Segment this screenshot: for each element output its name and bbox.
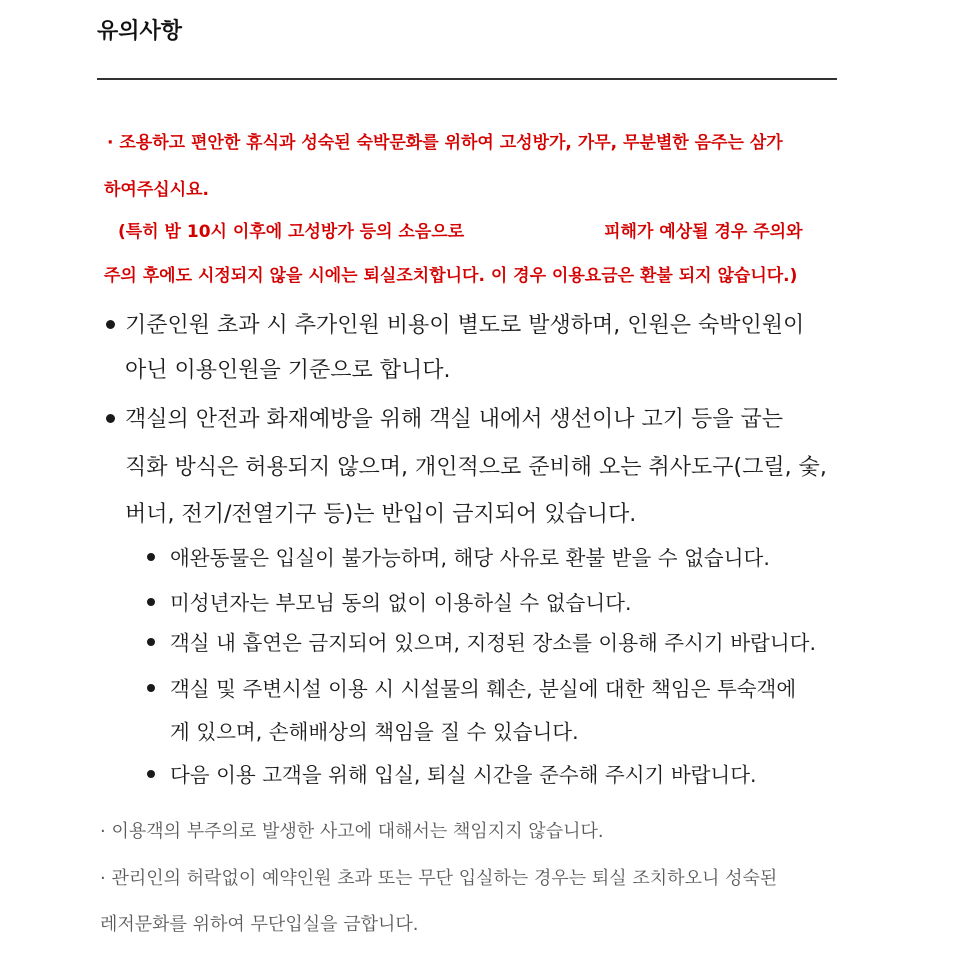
red-notice-line-2: 하여주십시요.: [104, 180, 209, 200]
bullet-icon: [106, 320, 115, 329]
bullet-icon: [147, 684, 155, 692]
sub-rule-1: 애완동물은 입실이 불가능하며, 해당 사유로 환불 받을 수 없습니다.: [170, 546, 770, 570]
sub-rule-3: 객실 내 흡연은 금지되어 있으며, 지정된 장소를 이용해 주시기 바랍니다.: [170, 631, 816, 655]
red-notice-line-1: · 조용하고 편안한 휴식과 성숙된 숙박문화를 위하여 고성방가, 가무, 무분별한 음주는 삼가: [107, 133, 783, 153]
bullet-icon: [106, 414, 115, 423]
red-notice-line-4: 주의 후에도 시정되지 않을 시에는 퇴실조치합니다. 이 경우 이용요금은 환불 되지 않습니다.): [104, 266, 798, 286]
rule-2-line-2: 직화 방식은 허용되지 않으며, 개인적으로 준비해 오는 취사도구(그릴, 숯,: [125, 455, 827, 480]
rule-2-line-1: 객실의 안전과 화재예방을 위해 객실 내에서 생선이나 고기 등을 굽는: [125, 407, 783, 432]
title-divider: [97, 78, 837, 80]
red-notice-line-3: [118, 217, 803, 242]
sub-rule-2: 미성년자는 부모님 동의 없이 이용하실 수 없습니다.: [170, 591, 632, 615]
rule-2-line-3: 버너, 전기/전열기구 등)는 반입이 금지되어 있습니다.: [125, 502, 637, 527]
bullet-icon: [147, 598, 155, 606]
sub-rule-4-line-1: 객실 및 주변시설 이용 시 시설물의 훼손, 분실에 대한 책임은 투숙객에: [170, 677, 797, 701]
sub-rule-5: 다음 이용 고객을 위해 입실, 퇴실 시간을 준수해 주시기 바랍니다.: [170, 763, 757, 787]
rule-1-line-2: 아닌 이용인원을 기준으로 합니다.: [125, 358, 451, 383]
page-title: 유의사항: [97, 19, 183, 44]
red-notice-line-3-part-b: 피해가 예상될 경우 주의와: [604, 222, 803, 242]
rule-1-line-1: 기준인원 초과 시 추가인원 비용이 별도로 발생하며, 인원은 숙박인원이: [125, 313, 805, 338]
bullet-icon: [147, 553, 155, 561]
bullet-icon: [147, 770, 155, 778]
bullet-icon: [147, 638, 155, 646]
gray-note-2-line-1: · 관리인의 허락없이 예약인원 초과 또는 무단 입실하는 경우는 퇴실 조치하오니 성숙된: [100, 868, 778, 889]
gray-note-1: · 이용객의 부주의로 발생한 사고에 대해서는 책임지지 않습니다.: [100, 821, 604, 842]
gray-note-2-line-2: 레저문화를 위하여 무단입실을 금합니다.: [100, 914, 419, 935]
red-notice-line-3-part-a: (특히 밤 10시 이후에 고성방가 등의 소음으로: [118, 222, 465, 242]
sub-rule-4-line-2: 게 있으며, 손해배상의 책임을 질 수 있습니다.: [170, 720, 579, 744]
